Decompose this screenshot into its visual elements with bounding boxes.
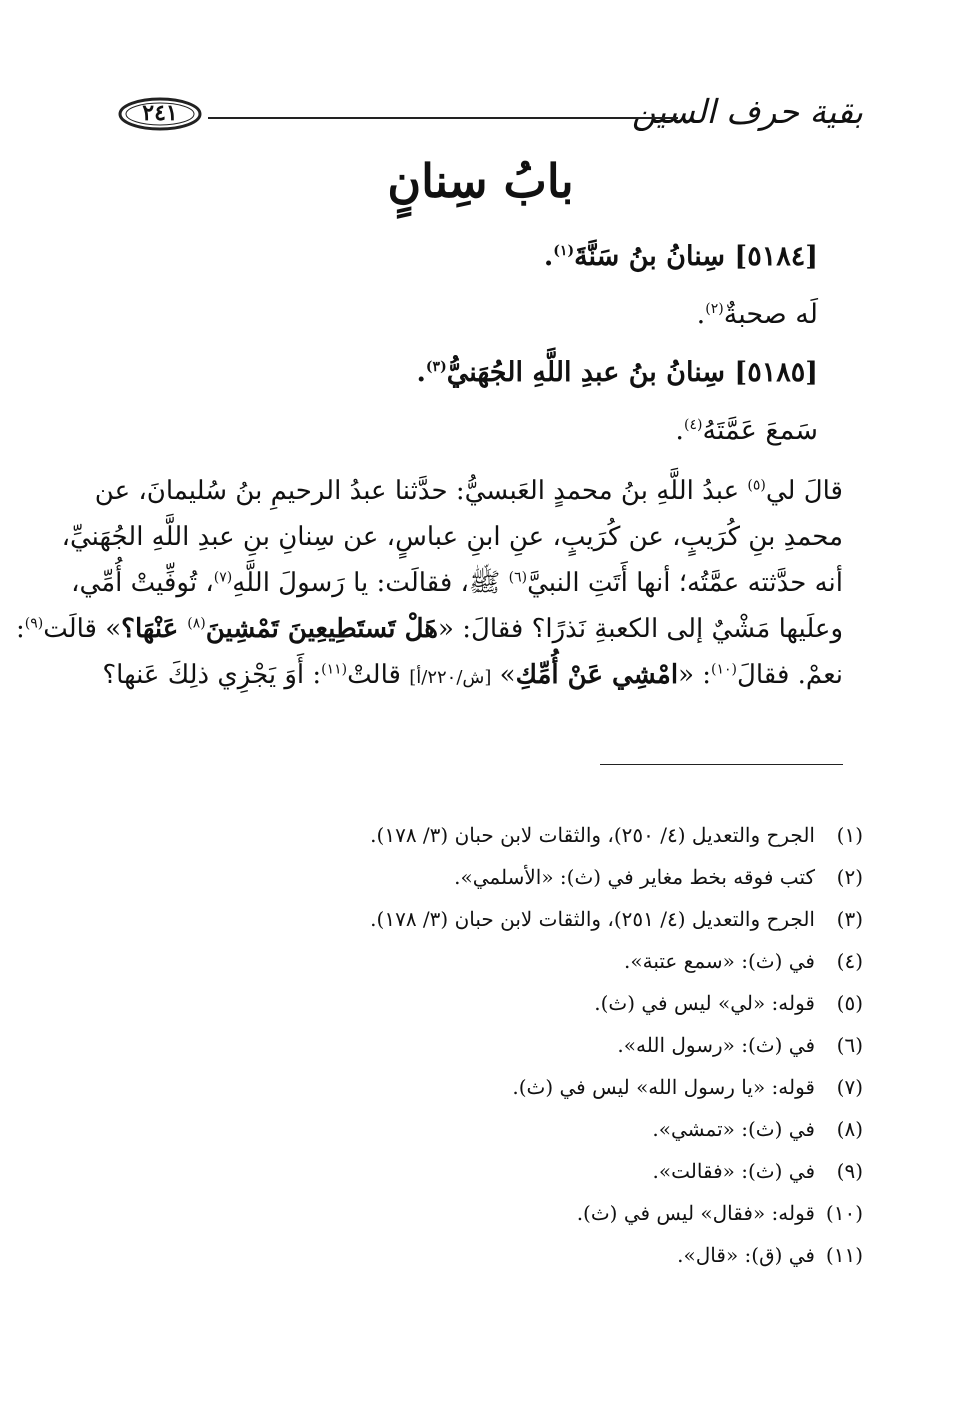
footnote-number: (٩)	[836, 1159, 863, 1183]
footnote-text: في (ث): «تمشي».	[652, 1117, 815, 1141]
header-rule	[208, 117, 678, 119]
footnote-number: (٧)	[836, 1075, 863, 1099]
footnote-text: الجرح والتعديل (٤/ ٢٥٠)، والثقات لابن حبان (٣/ ١٧٨).	[370, 823, 815, 847]
footnote-number: (٢)	[836, 865, 863, 889]
note-end: .	[696, 299, 706, 330]
entry-end: .	[416, 357, 426, 388]
footnote-item	[594, 982, 863, 1024]
footnote-marker: (١١)	[321, 661, 348, 678]
text-run: :	[15, 614, 25, 644]
running-title: بقية حرف السين	[631, 92, 863, 131]
hadith-paragraph	[15, 468, 843, 698]
footnote-marker: (٧)	[213, 569, 233, 586]
footnote-item	[624, 940, 863, 982]
entry-5184	[118, 238, 818, 276]
entry-id: [٥١٨٤]	[734, 241, 818, 272]
footnote-marker: (١)	[553, 243, 575, 259]
footnote-marker: (٢)	[705, 301, 724, 317]
paragraph-line	[15, 606, 843, 652]
footnote-separator	[600, 764, 843, 765]
note-text: سَمعَ عَمَّتَهُ	[702, 415, 818, 446]
footnote-number: (٣)	[836, 907, 863, 931]
footnote-item	[370, 898, 863, 940]
note-text: لَه صحبةٌ	[723, 299, 818, 330]
manuscript-reference: [ش/٢٢٠/أ]	[409, 667, 492, 688]
footnote-marker: (٣)	[425, 359, 447, 375]
entry-5185	[118, 354, 818, 392]
footnote-item	[617, 1024, 863, 1066]
footnote-marker: (٥)	[747, 477, 766, 494]
footnote-item	[577, 1192, 863, 1234]
footnote-text: في (ث): «سمع عتبة».	[624, 949, 815, 973]
footnote-item	[677, 1234, 863, 1276]
footnote-number: (٤)	[836, 949, 863, 973]
footnote-text: في (ق): «قال».	[677, 1243, 815, 1267]
footnote-text: في (ث): «فقالت».	[652, 1159, 815, 1183]
footnote-text: قوله: «يا رسول الله» ليس في (ث).	[512, 1075, 815, 1099]
entry-end: .	[543, 241, 554, 272]
footnote-number: (٨)	[836, 1117, 863, 1141]
footnote-marker: (٨)	[187, 615, 206, 632]
footnote-text: قوله: «فقال» ليس في (ث).	[576, 1201, 815, 1225]
note-end: .	[675, 415, 684, 446]
footnote-number: (١١)	[825, 1243, 863, 1267]
page-number-badge	[118, 96, 202, 132]
entry-note	[118, 412, 818, 450]
footnote-marker: (٩)	[24, 615, 44, 632]
footnote-number: (١٠)	[825, 1201, 863, 1225]
footnote-text: الجرح والتعديل (٤/ ٢٥١)، والثقات لابن حبان (٣/ ١٧٨).	[370, 907, 815, 931]
text-run: قالَ لي	[765, 476, 843, 506]
entry-note	[118, 296, 818, 334]
text-run: عبدُ اللَّهِ بنُ محمدٍ العَبسيُّ: حدَّثنا عبدُ الرحيمِ بنُ سُليمانَ، عن	[94, 476, 748, 506]
footnote-text: في (ث): «رسول الله».	[617, 1033, 815, 1057]
paragraph-line	[94, 468, 843, 514]
text-run: : أَوَ يَجْزِي ذلِكَ عَنها؟	[102, 660, 322, 690]
footnote-item	[653, 1150, 863, 1192]
footnote-marker: (٦)	[508, 569, 528, 586]
footnote-number: (٦)	[836, 1033, 863, 1057]
footnote-item	[512, 1066, 863, 1108]
footnote-text: قوله: «لي» ليس في (ث).	[594, 991, 815, 1015]
prophetic-speech: عَنْهَا؟	[121, 614, 188, 644]
footnote-marker: (٤)	[684, 417, 703, 433]
text-run: ، تُوفِّيتْ أُمِّي،	[71, 568, 214, 598]
entry-name: سِنانُ بنُ عبدِ اللَّهِ الجُهَنيُّ	[446, 357, 726, 388]
text-run: أنه حدَّثته عمَّتُه؛ أنها أَتَتِ النبيَّ	[527, 568, 843, 598]
text-run: : «	[678, 660, 711, 690]
entry-name: سِنانُ بنُ سَنَّةَ	[574, 241, 726, 272]
footnote-marker: (١٠)	[711, 661, 737, 678]
chapter-heading: بابُ سِنانٍ	[387, 154, 574, 208]
text-run: وعلَيها مَشْيٌ إلى الكعبةِ نَذرًا؟ فقالَ: «	[438, 614, 843, 644]
entry-id: [٥١٨٥]	[734, 357, 818, 388]
paragraph-line	[102, 652, 843, 698]
text-run: نعمْ. فقالَ	[736, 660, 843, 690]
paragraph-line	[71, 560, 843, 606]
footnote-number: (١)	[836, 823, 863, 847]
salawat-glyph: ﷺ	[468, 568, 509, 598]
footnote-text: كتب فوقه بخط مغاير في (ث): «الأسلمي».	[454, 865, 815, 889]
text-run: »	[491, 660, 516, 690]
footnote-item	[652, 1108, 863, 1150]
footnote-number: (٥)	[836, 991, 863, 1015]
text-run: قالتْ	[347, 660, 410, 690]
text-run: » قالَت	[43, 614, 122, 644]
footnote-item	[370, 814, 863, 856]
prophetic-speech: امْشِي عَنْ أُمِّكِ	[515, 660, 679, 690]
page-number: ٢٤١	[142, 100, 178, 126]
prophetic-speech: هَلْ تَستَطِيعِينَ تَمْشِينَ	[205, 614, 439, 644]
footnote-item	[454, 856, 863, 898]
text-run: ، فقالَت: يا رَسولَ اللَّهِ	[232, 568, 469, 598]
paragraph-line: محمدِ بنِ كُرَيبٍ، عن كُرَيبٍ، عنِ ابنِ عباسٍ، عن سِنانِ بنِ عبدِ اللَّهِ الجُهَنيِّ،	[61, 522, 843, 552]
